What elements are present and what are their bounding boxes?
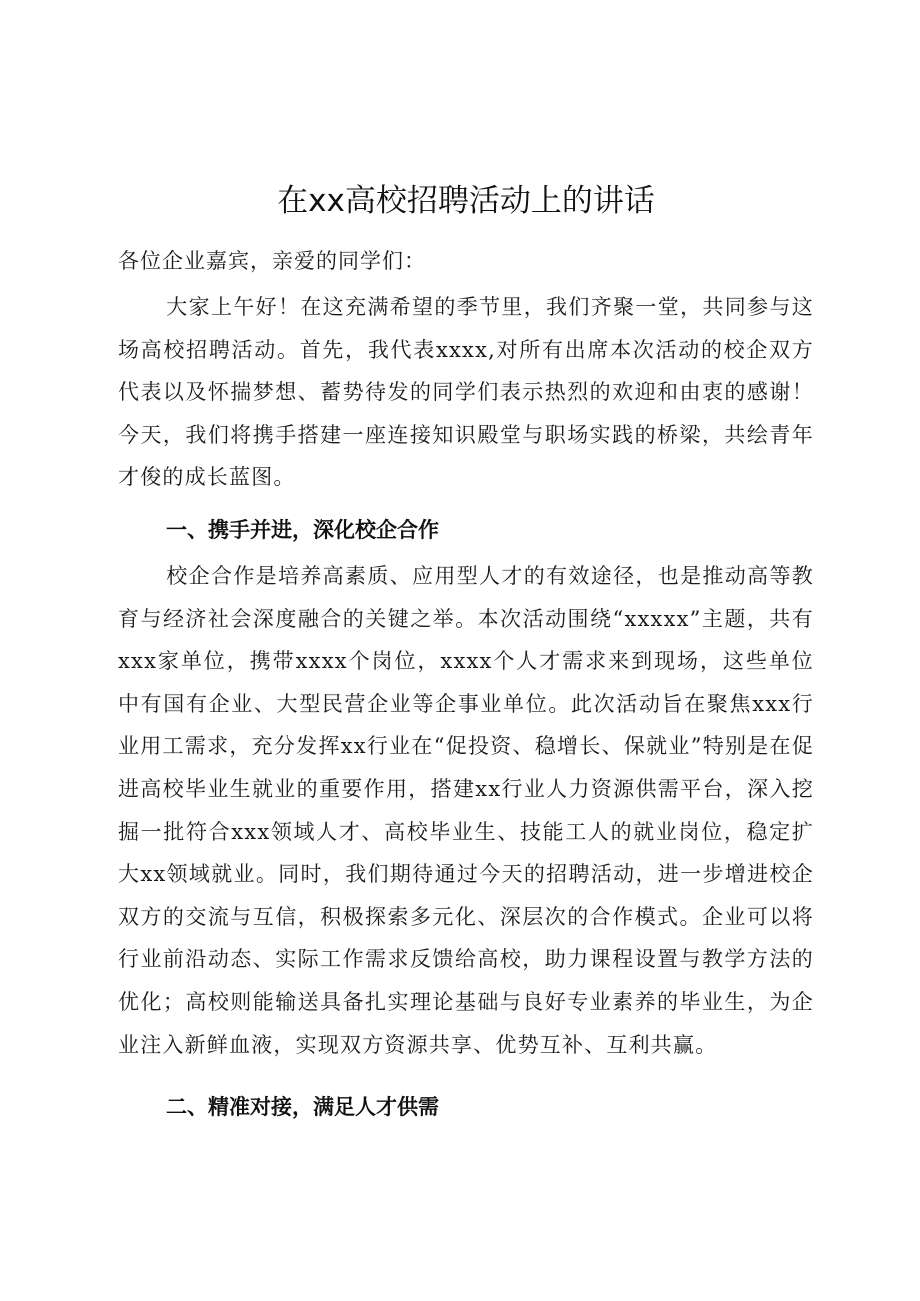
intro-paragraph: 大家上午好！在这充满希望的季节里，我们齐聚一堂，共同参与这场高校招聘活动。首先，我代表xxxx,对所有出席本次活动的校企双方代表以及怀揣梦想、蓄势待发的同学们表示热烈的欢迎和由衷的感谢！今天，我们将携手搭建一座连接知识殿堂与职场实践的桥梁，共绘青年才俊的成长蓝图。 [118,295,814,490]
salutation: 各位企业嘉宾，亲爱的同学们： [118,249,426,273]
section-1-paragraph: 校企合作是培养高素质、应用型人才的有效途径，也是推动高等教育与经济社会深度融合的关键之举。本次活动围绕“xxxxx”主题，共有xxx家单位，携带xxxx个岗位，xxxx个人才需求来到现场，这些单位中有国有企业、大型民营企业等企事业单位。此次活动旨在聚焦xxx行业用工需求，充分发挥xx行业在“促投资、稳增长、保就业”特别是在促进高校毕业生就业的重要作用，搭建xx行业人力资源供需平台，深入挖掘一批符合xxx领域人才、高校毕业生、技能工人的就业岗位，稳定扩大xx领域就业。同时，我们期待通过今天的招聘活动，进一步增进校企双方的交流与互信，积极探索多元化、深层次的合作模式。企业可以将行业前沿动态、实际工作需求反馈给高校，助力课程设置与教学方法的优化；高校则能输送具备扎实理论基础与良好专业素养的毕业生，为企业注入新鲜血液，实现双方资源共享、优势互补、互利共赢。 [118,563,814,1057]
section-heading-2: 二、精准对接，满足人才供需 [166,1095,439,1120]
document-title: 在xx高校招聘活动上的讲话 [277,183,655,219]
document-page [118,170,814,1132]
section-heading-1: 一、携手并进，深化校企合作 [166,517,439,542]
